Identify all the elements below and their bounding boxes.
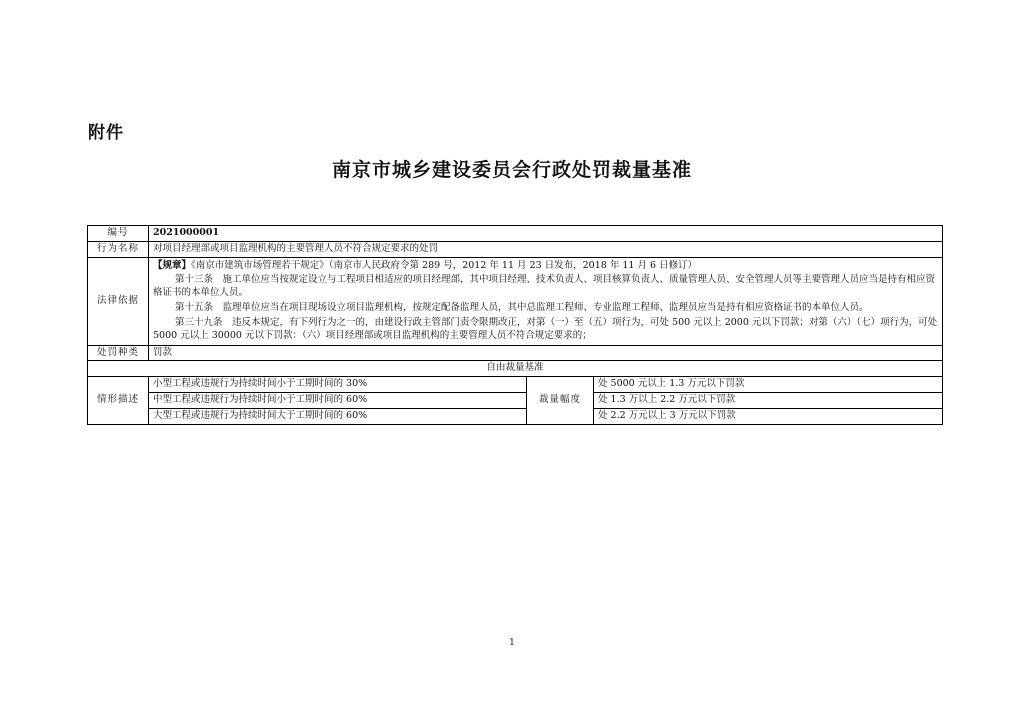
code-label: 编号 (88, 226, 149, 242)
page-number: 1 (509, 638, 515, 648)
article-39: 第三十九条 违反本规定，有下列行为之一的，由建设行政主管部门责令限期改正，对第（一）至（五）项行为，可处 500 元以上 2000 元以下罚款；对第（六）（七）项行为，可处 5000 元以上 30000 元以下罚款：（六）项目经理部或项目监理机构的主要管理人员不符合规定要求的； (153, 316, 938, 341)
behavior-value: 对项目经理部或项目监理机构的主要管理人员不符合规定要求的处罚 (149, 241, 943, 257)
situation-cell: 小型工程或违规行为持续时间小于工期时间的 30% (149, 377, 527, 393)
article-13: 第十三条 施工单位应当按规定设立与工程项目相适应的项目经理部，其中项目经理、技术负责人、项目核算负责人、质量管理人员、安全管理人员等主要管理人员应当是持有相应资格证书的本单位人员。 (153, 274, 936, 299)
range-label: 裁量幅度 (527, 377, 594, 424)
attachment-label: 附件 (88, 123, 124, 143)
penalty-value: 罚款 (149, 345, 943, 361)
situation-label: 情形描述 (88, 377, 149, 424)
row-penalty-type (88, 345, 943, 361)
table-row (88, 392, 943, 408)
discretion-standard-table (87, 225, 943, 425)
penalty-label: 处罚种类 (88, 345, 149, 361)
basis-content (149, 257, 943, 345)
basis-label: 法律依据 (88, 257, 149, 345)
range-cell: 处 5000 元以上 1.3 万元以下罚款 (594, 377, 943, 393)
code-value (149, 226, 943, 242)
range-cell: 处 1.3 万以上 2.2 万元以下罚款 (594, 392, 943, 408)
code-value-text: 2021000001 (153, 227, 220, 238)
row-behavior (88, 241, 943, 257)
regulation-text: 《南京市建筑市场管理若干规定》（南京市人民政府令第 289 号，2012 年 11 月 23 日发布，2018 年 11 月 6 日修订） (191, 259, 698, 271)
row-discretion-header (88, 361, 943, 377)
regulation-line (153, 259, 938, 274)
situation-cell: 大型工程或违规行为持续时间大于工期时间的 60% (149, 408, 527, 424)
row-legal-basis (88, 257, 943, 345)
table-row (88, 408, 943, 424)
regulation-prefix: 【规章】 (153, 259, 192, 271)
discretion-header: 自由裁量基准 (88, 361, 943, 377)
table-row (88, 377, 943, 393)
range-cell: 处 2.2 万元以上 3 万元以下罚款 (594, 408, 943, 424)
row-code (88, 226, 943, 242)
behavior-label: 行为名称 (88, 241, 149, 257)
article-15: 第十五条 监理单位应当在项目现场设立项目监理机构，按规定配备监理人员，其中总监理工程师、专业监理工程师、监理员应当是持有相应资格证书的本单位人员。 (175, 302, 869, 314)
document-title: 南京市城乡建设委员会行政处罚裁量基准 (331, 159, 692, 181)
situation-cell: 中型工程或违规行为持续时间小于工期时间的 60% (149, 392, 527, 408)
